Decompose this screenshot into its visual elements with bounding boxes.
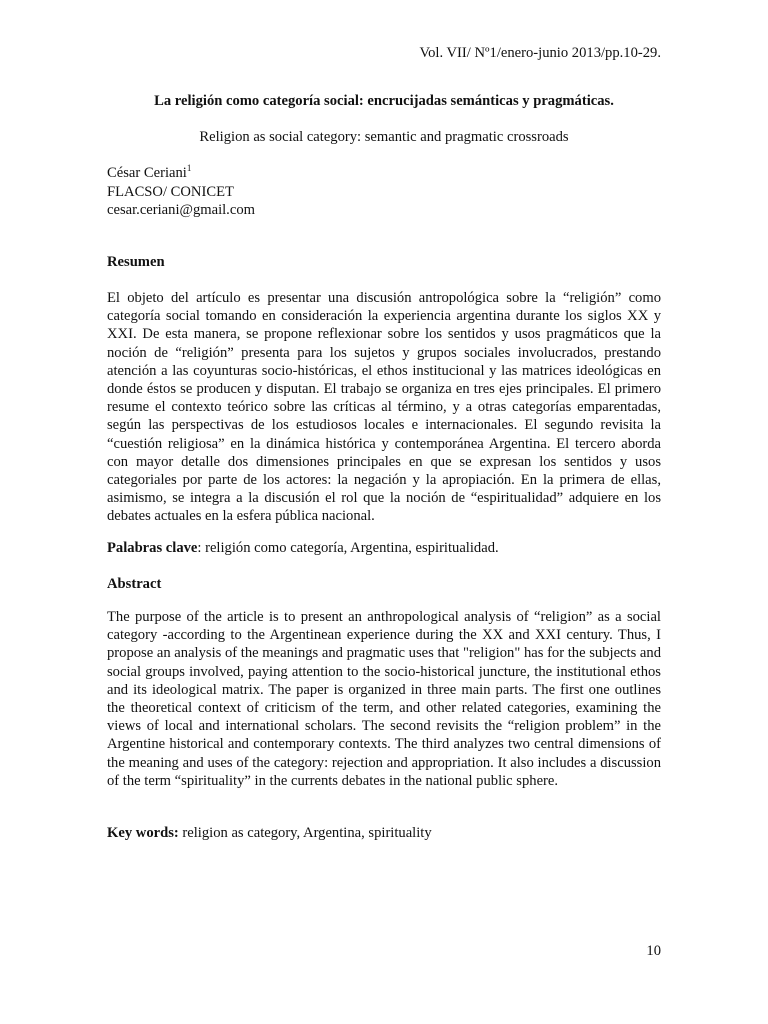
palabras-clave-label: Palabras clave [107, 540, 198, 556]
author-line [107, 164, 255, 183]
abstract-body: The purpose of the article is to present an anthropological analysis of “religion” as a social category -according to the Argentinean experience during the XX and XXI century. Thus, I propose an analysis of the meanings and pragmatic uses that "religion" has for the subjects and social groups involved, paying attention to the socio-historical juncture, the institutional ethos and its ideological matrix. The paper is organized in three main parts. The first one outlines the theoretical context of criticism of the term, and other related categories, examining the views of local and international scholars. The second revisits the “religion problem” in the Argentine historical and contemporary contexts. The third analyzes two central dimensions of the meaning and uses of the category: rejection and appropriation. It also includes a discussion of the term “spirituality” in the currents debates in the national public sphere. [107, 609, 661, 789]
resumen-body: El objeto del artículo es presentar una discusión antropológica sobre la “religión” como categoría social tomando en consideración la experiencia argentina durante los siglos XX y XXI. De esta manera, se propone reflexionar sobre los sentidos y usos pragmáticos que la noción de “religión” presenta para los sujetos y grupos sociales involucrados, prestando atención a las coyunturas socio-históricas, el ethos institucional y las matrices ideológicas en donde éstos se producen y disputan. El trabajo se organiza en tres ejes principales. El primero resume el contexto teórico sobre las críticas al término, y a otras categorías emparentadas, según las perspectivas de los estudiosos locales e internacionales. El segundo revisita la “cuestión religiosa” en la dinámica histórica y contemporánea Argentina. El tercero aborda con mayor detalle dos dimensiones principales en que se expresan los sentidos y usos categoriales por parte de los actores: la negación y la apropiación. En la primera de ellas, asimismo, se integra a la discusión el rol que la noción de “espiritualidad” adquiere en los debates actuales en la esfera pública nacional. [107, 290, 661, 525]
key-words-label: Key words: [107, 825, 179, 841]
footnote-mark: 1 [186, 163, 192, 173]
abstract-heading: Abstract [107, 576, 162, 592]
palabras-clave-line [107, 539, 661, 557]
author-block [107, 164, 255, 220]
resumen-heading: Resumen [107, 254, 165, 270]
journal-citation: Vol. VII/ Nº1/enero-junio 2013/pp.10-29. [419, 45, 661, 61]
author-email: cesar.ceriani@gmail.com [107, 202, 255, 218]
author-name: César Ceriani [107, 165, 187, 181]
article-subtitle: Religion as social category: semantic and pragmatic crossroads [199, 129, 569, 145]
author-affiliation: FLACSO/ CONICET [107, 183, 234, 200]
page-number: 10 [646, 943, 661, 959]
key-words-text: religion as category, Argentina, spirituality [178, 825, 432, 841]
palabras-clave-text: : religión como categoría, Argentina, espiritualidad. [197, 540, 499, 556]
article-title: La religión como categoría social: encrucijadas semánticas y pragmáticas. [154, 93, 614, 109]
key-words-line [107, 824, 661, 842]
